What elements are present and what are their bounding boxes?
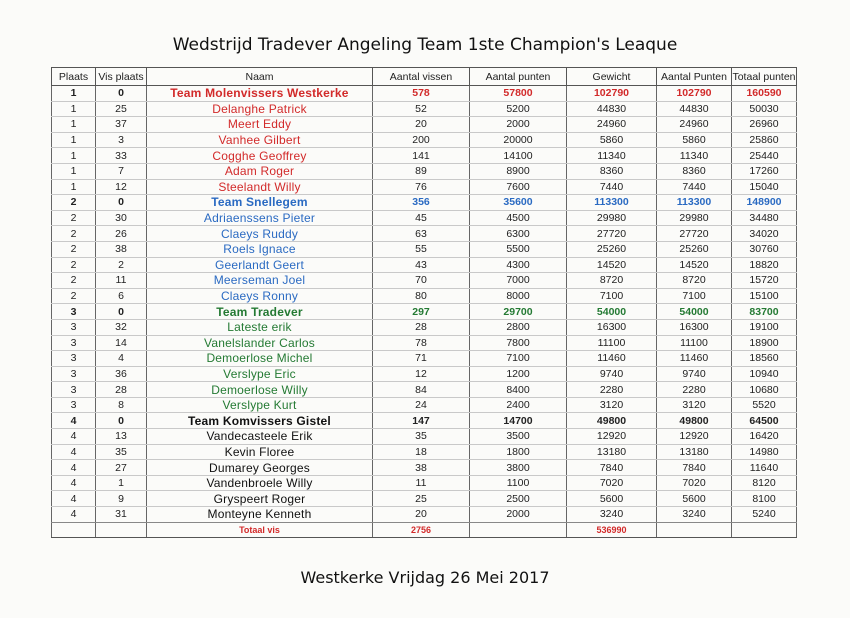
cell-aantal-vissen: 20 bbox=[373, 507, 470, 523]
cell-aantal-punten-2: 3120 bbox=[657, 397, 732, 413]
cell-gewicht: 102790 bbox=[567, 86, 657, 102]
cell-aantal-vissen: 43 bbox=[373, 257, 470, 273]
document-title: Wedstrijd Tradever Angeling Team 1ste Champion's Leaque bbox=[172, 35, 678, 55]
cell-aantal-punten-2: 2280 bbox=[657, 382, 732, 398]
team-row bbox=[52, 195, 797, 211]
cell-aantal-vissen: 45 bbox=[373, 210, 470, 226]
table-row bbox=[52, 101, 797, 117]
cell-vis-plaats: 0 bbox=[96, 86, 147, 102]
cell-gewicht: 7020 bbox=[567, 475, 657, 491]
cell-aantal-vissen: 35 bbox=[373, 429, 470, 445]
cell-naam: Team Komvissers Gistel bbox=[147, 413, 373, 429]
cell-naam: Kevin Floree bbox=[147, 444, 373, 460]
cell-aantal-punten: 1800 bbox=[470, 444, 567, 460]
cell-vis-plaats: 26 bbox=[96, 226, 147, 242]
header-naam: Naam bbox=[147, 68, 373, 86]
cell-plaats: 3 bbox=[52, 351, 96, 367]
table-row bbox=[52, 148, 797, 164]
cell-aantal-punten-2: 3240 bbox=[657, 507, 732, 523]
cell-vis-plaats: 32 bbox=[96, 319, 147, 335]
cell-totaal-punten: 26960 bbox=[732, 117, 797, 133]
cell-aantal-vissen: 11 bbox=[373, 475, 470, 491]
total-cell-totaal bbox=[732, 522, 797, 538]
table-row bbox=[52, 210, 797, 226]
cell-vis-plaats: 12 bbox=[96, 179, 147, 195]
total-vissen: 2756 bbox=[373, 522, 470, 538]
cell-naam: Meerseman Joel bbox=[147, 273, 373, 289]
cell-gewicht: 5860 bbox=[567, 132, 657, 148]
cell-naam: Dumarey Georges bbox=[147, 460, 373, 476]
cell-aantal-punten: 2400 bbox=[470, 397, 567, 413]
cell-naam: Team Snellegem bbox=[147, 195, 373, 211]
cell-plaats: 1 bbox=[52, 179, 96, 195]
cell-aantal-punten-2: 12920 bbox=[657, 429, 732, 445]
cell-aantal-punten: 35600 bbox=[470, 195, 567, 211]
cell-naam: Verslype Kurt bbox=[147, 397, 373, 413]
total-cell-apunten bbox=[657, 522, 732, 538]
cell-vis-plaats: 6 bbox=[96, 288, 147, 304]
cell-aantal-punten-2: 113300 bbox=[657, 195, 732, 211]
cell-vis-plaats: 4 bbox=[96, 351, 147, 367]
cell-plaats: 2 bbox=[52, 226, 96, 242]
cell-gewicht: 54000 bbox=[567, 304, 657, 320]
cell-naam: Verslype Eric bbox=[147, 366, 373, 382]
cell-vis-plaats: 28 bbox=[96, 382, 147, 398]
cell-totaal-punten: 34020 bbox=[732, 226, 797, 242]
header-aantal-punten-2: Aantal Punten bbox=[657, 68, 732, 86]
cell-aantal-punten: 8900 bbox=[470, 163, 567, 179]
cell-naam: Demoerlose Willy bbox=[147, 382, 373, 398]
cell-plaats: 1 bbox=[52, 148, 96, 164]
cell-naam: Steelandt Willy bbox=[147, 179, 373, 195]
cell-aantal-punten-2: 13180 bbox=[657, 444, 732, 460]
cell-aantal-vissen: 200 bbox=[373, 132, 470, 148]
cell-vis-plaats: 14 bbox=[96, 335, 147, 351]
table-row bbox=[52, 319, 797, 335]
header-aantal-vissen: Aantal vissen bbox=[373, 68, 470, 86]
cell-plaats: 4 bbox=[52, 429, 96, 445]
cell-aantal-vissen: 84 bbox=[373, 382, 470, 398]
total-label: Totaal vis bbox=[147, 522, 373, 538]
cell-plaats: 4 bbox=[52, 413, 96, 429]
cell-vis-plaats: 7 bbox=[96, 163, 147, 179]
table-row bbox=[52, 366, 797, 382]
cell-plaats: 2 bbox=[52, 257, 96, 273]
cell-gewicht: 24960 bbox=[567, 117, 657, 133]
cell-aantal-vissen: 356 bbox=[373, 195, 470, 211]
header-vis-plaats: Vis plaats bbox=[96, 68, 147, 86]
cell-totaal-punten: 5520 bbox=[732, 397, 797, 413]
cell-aantal-punten: 2800 bbox=[470, 319, 567, 335]
cell-gewicht: 3120 bbox=[567, 397, 657, 413]
cell-naam: Adriaenssens Pieter bbox=[147, 210, 373, 226]
cell-naam: Vanelslander Carlos bbox=[147, 335, 373, 351]
table-row bbox=[52, 257, 797, 273]
header-plaats: Plaats bbox=[52, 68, 96, 86]
cell-plaats: 4 bbox=[52, 444, 96, 460]
total-row bbox=[52, 522, 797, 538]
cell-naam: Vandecasteele Erik bbox=[147, 429, 373, 445]
cell-aantal-punten: 8400 bbox=[470, 382, 567, 398]
table-row bbox=[52, 397, 797, 413]
cell-gewicht: 11460 bbox=[567, 351, 657, 367]
cell-aantal-punten-2: 11340 bbox=[657, 148, 732, 164]
cell-totaal-punten: 14980 bbox=[732, 444, 797, 460]
cell-naam: Gryspeert Roger bbox=[147, 491, 373, 507]
cell-totaal-punten: 148900 bbox=[732, 195, 797, 211]
team-row bbox=[52, 413, 797, 429]
results-table bbox=[51, 67, 797, 538]
cell-aantal-vissen: 80 bbox=[373, 288, 470, 304]
cell-gewicht: 8720 bbox=[567, 273, 657, 289]
cell-aantal-punten: 2500 bbox=[470, 491, 567, 507]
cell-aantal-punten-2: 25260 bbox=[657, 241, 732, 257]
table-row bbox=[52, 179, 797, 195]
table-row bbox=[52, 163, 797, 179]
team-row bbox=[52, 86, 797, 102]
cell-naam: Demoerlose Michel bbox=[147, 351, 373, 367]
cell-vis-plaats: 27 bbox=[96, 460, 147, 476]
cell-aantal-punten: 3800 bbox=[470, 460, 567, 476]
cell-aantal-punten-2: 7440 bbox=[657, 179, 732, 195]
cell-gewicht: 12920 bbox=[567, 429, 657, 445]
cell-gewicht: 11340 bbox=[567, 148, 657, 164]
cell-aantal-punten: 2000 bbox=[470, 117, 567, 133]
document-footer: Westkerke Vrijdag 26 Mei 2017 bbox=[300, 568, 550, 587]
total-cell-vis bbox=[96, 522, 147, 538]
cell-totaal-punten: 19100 bbox=[732, 319, 797, 335]
header-totaal-punten: Totaal punten bbox=[732, 68, 797, 86]
cell-aantal-punten-2: 44830 bbox=[657, 101, 732, 117]
cell-plaats: 1 bbox=[52, 101, 96, 117]
cell-totaal-punten: 18900 bbox=[732, 335, 797, 351]
cell-plaats: 1 bbox=[52, 163, 96, 179]
table-row bbox=[52, 382, 797, 398]
cell-totaal-punten: 18560 bbox=[732, 351, 797, 367]
table-row bbox=[52, 491, 797, 507]
total-gewicht: 536990 bbox=[567, 522, 657, 538]
cell-vis-plaats: 2 bbox=[96, 257, 147, 273]
cell-totaal-punten: 25860 bbox=[732, 132, 797, 148]
cell-aantal-vissen: 76 bbox=[373, 179, 470, 195]
cell-aantal-vissen: 18 bbox=[373, 444, 470, 460]
cell-aantal-punten-2: 29980 bbox=[657, 210, 732, 226]
cell-totaal-punten: 83700 bbox=[732, 304, 797, 320]
cell-plaats: 1 bbox=[52, 86, 96, 102]
cell-vis-plaats: 36 bbox=[96, 366, 147, 382]
table-row bbox=[52, 475, 797, 491]
cell-aantal-punten-2: 49800 bbox=[657, 413, 732, 429]
cell-aantal-punten: 6300 bbox=[470, 226, 567, 242]
table-row bbox=[52, 226, 797, 242]
cell-aantal-punten-2: 24960 bbox=[657, 117, 732, 133]
cell-aantal-punten: 2000 bbox=[470, 507, 567, 523]
cell-gewicht: 7440 bbox=[567, 179, 657, 195]
cell-vis-plaats: 30 bbox=[96, 210, 147, 226]
cell-totaal-punten: 8120 bbox=[732, 475, 797, 491]
header-aantal-punten: Aantal punten bbox=[470, 68, 567, 86]
cell-plaats: 3 bbox=[52, 335, 96, 351]
cell-totaal-punten: 16420 bbox=[732, 429, 797, 445]
cell-aantal-punten: 57800 bbox=[470, 86, 567, 102]
cell-gewicht: 16300 bbox=[567, 319, 657, 335]
cell-aantal-vissen: 297 bbox=[373, 304, 470, 320]
cell-gewicht: 25260 bbox=[567, 241, 657, 257]
cell-naam: Vanhee Gilbert bbox=[147, 132, 373, 148]
team-row bbox=[52, 304, 797, 320]
table-row bbox=[52, 273, 797, 289]
table-header-row bbox=[52, 68, 797, 86]
cell-gewicht: 7840 bbox=[567, 460, 657, 476]
cell-aantal-vissen: 55 bbox=[373, 241, 470, 257]
cell-plaats: 3 bbox=[52, 304, 96, 320]
cell-totaal-punten: 11640 bbox=[732, 460, 797, 476]
cell-plaats: 3 bbox=[52, 382, 96, 398]
cell-aantal-punten: 4300 bbox=[470, 257, 567, 273]
cell-vis-plaats: 0 bbox=[96, 195, 147, 211]
cell-gewicht: 7100 bbox=[567, 288, 657, 304]
cell-naam: Cogghe Geoffrey bbox=[147, 148, 373, 164]
cell-totaal-punten: 8100 bbox=[732, 491, 797, 507]
cell-vis-plaats: 25 bbox=[96, 101, 147, 117]
cell-aantal-vissen: 28 bbox=[373, 319, 470, 335]
cell-vis-plaats: 33 bbox=[96, 148, 147, 164]
cell-aantal-punten: 7100 bbox=[470, 351, 567, 367]
cell-naam: Vandenbroele Willy bbox=[147, 475, 373, 491]
table-row bbox=[52, 460, 797, 476]
cell-aantal-punten-2: 27720 bbox=[657, 226, 732, 242]
table-row bbox=[52, 288, 797, 304]
cell-gewicht: 49800 bbox=[567, 413, 657, 429]
cell-gewicht: 9740 bbox=[567, 366, 657, 382]
cell-aantal-vissen: 63 bbox=[373, 226, 470, 242]
cell-aantal-vissen: 578 bbox=[373, 86, 470, 102]
cell-gewicht: 29980 bbox=[567, 210, 657, 226]
cell-totaal-punten: 50030 bbox=[732, 101, 797, 117]
cell-plaats: 1 bbox=[52, 132, 96, 148]
cell-vis-plaats: 31 bbox=[96, 507, 147, 523]
cell-aantal-punten: 20000 bbox=[470, 132, 567, 148]
cell-vis-plaats: 13 bbox=[96, 429, 147, 445]
total-cell-plaats bbox=[52, 522, 96, 538]
cell-totaal-punten: 15720 bbox=[732, 273, 797, 289]
cell-gewicht: 5600 bbox=[567, 491, 657, 507]
cell-vis-plaats: 37 bbox=[96, 117, 147, 133]
cell-vis-plaats: 35 bbox=[96, 444, 147, 460]
cell-aantal-vissen: 71 bbox=[373, 351, 470, 367]
cell-aantal-vissen: 89 bbox=[373, 163, 470, 179]
cell-plaats: 3 bbox=[52, 366, 96, 382]
cell-totaal-punten: 34480 bbox=[732, 210, 797, 226]
cell-aantal-punten: 3500 bbox=[470, 429, 567, 445]
cell-plaats: 1 bbox=[52, 117, 96, 133]
cell-naam: Claeys Ruddy bbox=[147, 226, 373, 242]
cell-naam: Geerlandt Geert bbox=[147, 257, 373, 273]
table-row bbox=[52, 444, 797, 460]
cell-aantal-vissen: 52 bbox=[373, 101, 470, 117]
cell-vis-plaats: 9 bbox=[96, 491, 147, 507]
cell-vis-plaats: 1 bbox=[96, 475, 147, 491]
cell-aantal-punten-2: 54000 bbox=[657, 304, 732, 320]
cell-naam: Roels Ignace bbox=[147, 241, 373, 257]
cell-aantal-punten-2: 7020 bbox=[657, 475, 732, 491]
cell-plaats: 2 bbox=[52, 210, 96, 226]
cell-aantal-punten: 7000 bbox=[470, 273, 567, 289]
cell-aantal-punten-2: 11460 bbox=[657, 351, 732, 367]
cell-aantal-punten: 8000 bbox=[470, 288, 567, 304]
cell-plaats: 4 bbox=[52, 507, 96, 523]
cell-aantal-punten: 29700 bbox=[470, 304, 567, 320]
cell-aantal-punten-2: 5860 bbox=[657, 132, 732, 148]
cell-aantal-punten: 1200 bbox=[470, 366, 567, 382]
cell-totaal-punten: 18820 bbox=[732, 257, 797, 273]
cell-aantal-vissen: 38 bbox=[373, 460, 470, 476]
cell-aantal-punten: 4500 bbox=[470, 210, 567, 226]
cell-vis-plaats: 8 bbox=[96, 397, 147, 413]
cell-totaal-punten: 17260 bbox=[732, 163, 797, 179]
cell-aantal-punten-2: 9740 bbox=[657, 366, 732, 382]
table-row bbox=[52, 335, 797, 351]
cell-aantal-punten-2: 8360 bbox=[657, 163, 732, 179]
table-body bbox=[52, 86, 797, 523]
cell-aantal-vissen: 25 bbox=[373, 491, 470, 507]
cell-plaats: 4 bbox=[52, 491, 96, 507]
cell-gewicht: 11100 bbox=[567, 335, 657, 351]
table-row bbox=[52, 132, 797, 148]
cell-aantal-punten: 7600 bbox=[470, 179, 567, 195]
cell-vis-plaats: 0 bbox=[96, 304, 147, 320]
cell-aantal-punten-2: 14520 bbox=[657, 257, 732, 273]
cell-aantal-punten: 5500 bbox=[470, 241, 567, 257]
cell-naam: Monteyne Kenneth bbox=[147, 507, 373, 523]
cell-aantal-punten-2: 16300 bbox=[657, 319, 732, 335]
cell-aantal-punten: 1100 bbox=[470, 475, 567, 491]
cell-aantal-punten-2: 102790 bbox=[657, 86, 732, 102]
cell-plaats: 3 bbox=[52, 319, 96, 335]
cell-vis-plaats: 38 bbox=[96, 241, 147, 257]
cell-totaal-punten: 64500 bbox=[732, 413, 797, 429]
cell-naam: Team Molenvissers Westkerke bbox=[147, 86, 373, 102]
cell-naam: Team Tradever bbox=[147, 304, 373, 320]
cell-aantal-punten: 14100 bbox=[470, 148, 567, 164]
cell-aantal-punten: 7800 bbox=[470, 335, 567, 351]
cell-aantal-punten-2: 5600 bbox=[657, 491, 732, 507]
cell-aantal-punten: 5200 bbox=[470, 101, 567, 117]
cell-plaats: 2 bbox=[52, 241, 96, 257]
cell-plaats: 3 bbox=[52, 397, 96, 413]
cell-totaal-punten: 15100 bbox=[732, 288, 797, 304]
cell-naam: Meert Eddy bbox=[147, 117, 373, 133]
cell-aantal-vissen: 24 bbox=[373, 397, 470, 413]
cell-totaal-punten: 5240 bbox=[732, 507, 797, 523]
cell-vis-plaats: 11 bbox=[96, 273, 147, 289]
total-cell-punten bbox=[470, 522, 567, 538]
table-row bbox=[52, 507, 797, 523]
cell-totaal-punten: 10940 bbox=[732, 366, 797, 382]
cell-aantal-punten-2: 11100 bbox=[657, 335, 732, 351]
cell-aantal-vissen: 20 bbox=[373, 117, 470, 133]
cell-aantal-punten-2: 8720 bbox=[657, 273, 732, 289]
cell-aantal-vissen: 12 bbox=[373, 366, 470, 382]
cell-totaal-punten: 160590 bbox=[732, 86, 797, 102]
table-row bbox=[52, 351, 797, 367]
cell-totaal-punten: 30760 bbox=[732, 241, 797, 257]
cell-plaats: 2 bbox=[52, 273, 96, 289]
cell-gewicht: 14520 bbox=[567, 257, 657, 273]
cell-gewicht: 27720 bbox=[567, 226, 657, 242]
cell-plaats: 2 bbox=[52, 195, 96, 211]
cell-aantal-punten-2: 7840 bbox=[657, 460, 732, 476]
cell-gewicht: 3240 bbox=[567, 507, 657, 523]
cell-naam: Delanghe Patrick bbox=[147, 101, 373, 117]
cell-vis-plaats: 0 bbox=[96, 413, 147, 429]
cell-aantal-punten-2: 7100 bbox=[657, 288, 732, 304]
cell-naam: Lateste erik bbox=[147, 319, 373, 335]
cell-gewicht: 113300 bbox=[567, 195, 657, 211]
cell-plaats: 2 bbox=[52, 288, 96, 304]
cell-aantal-vissen: 78 bbox=[373, 335, 470, 351]
cell-gewicht: 2280 bbox=[567, 382, 657, 398]
cell-aantal-punten: 14700 bbox=[470, 413, 567, 429]
cell-totaal-punten: 25440 bbox=[732, 148, 797, 164]
cell-aantal-vissen: 141 bbox=[373, 148, 470, 164]
cell-aantal-vissen: 147 bbox=[373, 413, 470, 429]
header-gewicht: Gewicht bbox=[567, 68, 657, 86]
cell-plaats: 4 bbox=[52, 460, 96, 476]
cell-gewicht: 44830 bbox=[567, 101, 657, 117]
cell-plaats: 4 bbox=[52, 475, 96, 491]
cell-aantal-vissen: 70 bbox=[373, 273, 470, 289]
cell-vis-plaats: 3 bbox=[96, 132, 147, 148]
table-row bbox=[52, 117, 797, 133]
cell-gewicht: 13180 bbox=[567, 444, 657, 460]
cell-totaal-punten: 10680 bbox=[732, 382, 797, 398]
cell-totaal-punten: 15040 bbox=[732, 179, 797, 195]
table-row bbox=[52, 429, 797, 445]
table-row bbox=[52, 241, 797, 257]
cell-naam: Adam Roger bbox=[147, 163, 373, 179]
cell-naam: Claeys Ronny bbox=[147, 288, 373, 304]
cell-gewicht: 8360 bbox=[567, 163, 657, 179]
